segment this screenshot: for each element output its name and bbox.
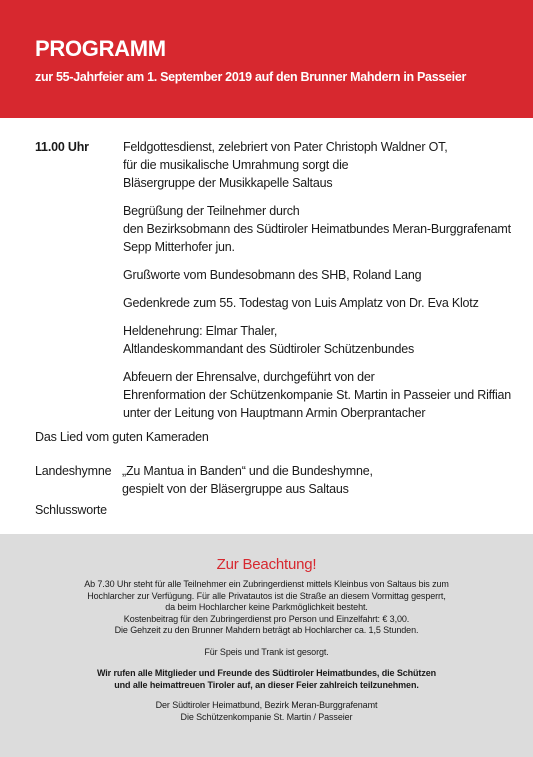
notice-line: da beim Hochlarcher keine Parkmöglichkeit besteht. [165,602,368,612]
program-list [35,138,512,432]
item-line: Ehrenformation der Schützenkompanie St. Martin in Passeier und Riffian [123,388,512,402]
notice-title: Zur Beachtung! [216,556,317,573]
notice-line: Kostenbeitrag für den Zubringerdienst pro Person und Einzelfahrt: € 3,00. [123,613,410,624]
program-item-mass [123,138,505,192]
program-item-honors [123,322,505,358]
item-line: Sepp Mitterhofer jun. [123,240,235,254]
item-line: Bläsergruppe der Musikkapelle Saltaus [123,176,333,190]
notice-line: Die Gehzeit zu den Brunner Mahdern beträgt ab Hochlarcher ca. 1,5 Stunden. [114,625,419,635]
program-row [35,138,512,422]
item-line: Abfeuern der Ehrensalve, durchgeführt von der [123,370,375,384]
notice-box [0,534,533,757]
program-item-speech [123,294,505,312]
notice-line: Ab 7.30 Uhr steht für alle Teilnehmer ein Zubringerdienst mittels Kleinbus von Saltaus bis zum [84,579,449,589]
anthem-text [122,462,373,498]
notice-food [0,647,533,659]
item-line: für die musikalische Umrahmung sorgt die [123,158,349,172]
notice-line: Der Südtiroler Heimatbund, Bezirk Meran-Burggrafenamt [155,700,378,710]
notice-line: Hochlarcher zur Verfügung. Für alle Privatautos ist die Straße an diesem Vormittag gesperrt, [87,590,446,601]
anthem-line: gespielt von der Bläsergruppe aus Saltaus [122,482,349,496]
item-line: Heldenehrung: Elmar Thaler, [123,324,278,338]
program-time: 11.00 Uhr [35,140,89,154]
item-line: Gedenkrede zum 55. Todestag von Luis Amplatz von Dr. Eva Klotz [123,296,479,310]
program-item-welcome [123,202,511,256]
item-line: den Bezirksobmann des Südtiroler Heimatbundes Meran-Burggrafenamt [123,222,511,236]
notice-line: Die Schützenkompanie St. Martin / Passeier [180,711,353,722]
program-item-greeting [123,266,505,284]
page-title: PROGRAMM [35,36,166,61]
program-closing: Schlussworte [35,503,107,517]
notice-line: Wir rufen alle Mitglieder und Freunde des Südtiroler Heimatbundes, die Schützen [96,668,437,678]
item-line: Begrüßung der Teilnehmer durch [123,204,300,218]
program-item-salute [123,368,512,422]
notice-signature [0,700,533,723]
page-subtitle: zur 55-Jahrfeier am 1. September 2019 auf den Brunner Mahdern in Passeier [35,70,467,84]
program-items [123,138,512,422]
notice-line: und alle heimattreuen Tiroler auf, an dieser Feier zahlreich teilzunehmen. [114,679,419,690]
item-line: Grußworte vom Bundesobmann des SHB, Roland Lang [123,268,422,282]
anthem-label: Landeshymne [35,464,112,478]
notice-info [0,579,533,637]
anthem-line: „Zu Mantua in Banden“ und die Bundeshymne, [122,464,373,478]
header-banner [0,0,533,118]
item-line: unter der Leitung von Hauptmann Armin Oberprantacher [123,406,426,420]
item-line: Feldgottesdienst, zelebriert von Pater Christoph Waldner OT, [123,140,448,154]
item-line: Altlandeskommandant des Südtiroler Schützenbundes [123,342,415,356]
notice-line: Für Speis und Trank ist gesorgt. [204,647,329,657]
program-song: Das Lied vom guten Kameraden [35,430,209,444]
notice-appeal [0,668,533,691]
